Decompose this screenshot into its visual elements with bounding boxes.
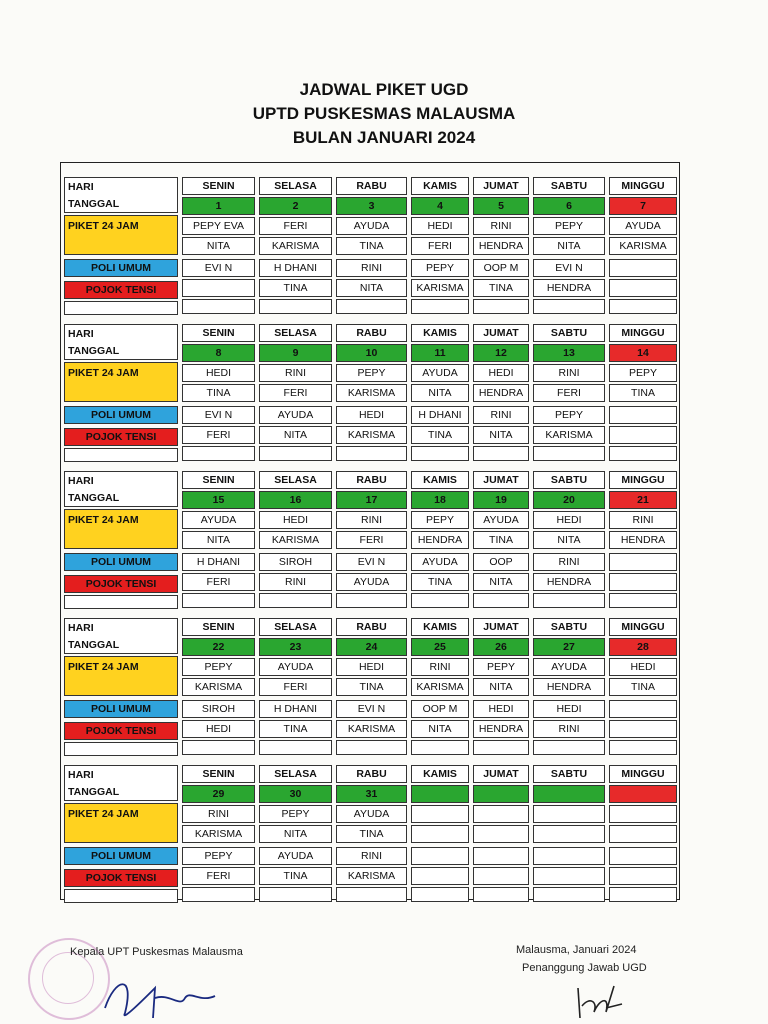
day-header: RABU [336,177,407,195]
piket1-cell: FERI [259,217,332,235]
piket2-cell: HENDRA [411,531,469,549]
blank-cell [259,593,332,608]
blank-cell [336,593,407,608]
row-label-tensi: POJOK TENSI [64,281,178,299]
piket2-cell: KARISMA [182,678,255,696]
piket2-cell: NITA [259,825,332,843]
piket2-cell: NITA [533,237,605,255]
date-cell: 15 [182,491,255,509]
date-cell: 24 [336,638,407,656]
date-cell: 11 [411,344,469,362]
tensi-cell: RINI [533,720,605,738]
piket1-cell: AYUDA [336,217,407,235]
tensi-cell [609,867,677,885]
piket1-cell: RINI [609,511,677,529]
tensi-cell: AYUDA [336,573,407,591]
row-label-tanggal: TANGGAL [64,489,178,507]
blank-cell [259,740,332,755]
date-cell: 16 [259,491,332,509]
poli-cell: SIROH [259,553,332,571]
tensi-cell [411,867,469,885]
piket1-cell: HEDI [609,658,677,676]
piket2-cell: FERI [259,384,332,402]
blank-cell [336,446,407,461]
poli-cell: HEDI [533,700,605,718]
day-header: MINGGU [609,471,677,489]
piket1-cell: RINI [473,217,529,235]
piket2-cell: NITA [182,531,255,549]
piket1-cell: HEDI [411,217,469,235]
piket1-cell [533,805,605,823]
poli-cell: OOP M [411,700,469,718]
blank-cell [182,446,255,461]
blank-cell [411,593,469,608]
row-label-tensi: POJOK TENSI [64,722,178,740]
piket2-cell: KARISMA [336,384,407,402]
day-header: SELASA [259,177,332,195]
piket1-cell: RINI [533,364,605,382]
poli-cell [473,847,529,865]
blank-cell [182,593,255,608]
piket1-cell: RINI [259,364,332,382]
piket1-cell: PEPY [473,658,529,676]
day-header: MINGGU [609,177,677,195]
piket2-cell: KARISMA [411,678,469,696]
tensi-cell [609,426,677,444]
piket1-cell: HEDI [182,364,255,382]
poli-cell: HEDI [473,700,529,718]
day-header: KAMIS [411,765,469,783]
piket2-cell: TINA [473,531,529,549]
tensi-cell: TINA [473,279,529,297]
poli-cell: OOP [473,553,529,571]
blank-cell [533,887,605,902]
row-label-hari: HARI [64,177,178,195]
row-label-hari: HARI [64,618,178,636]
row-label-poli: POLI UMUM [64,406,178,424]
day-header: JUMAT [473,471,529,489]
row-label-hari: HARI [64,324,178,342]
poli-cell: PEPY [182,847,255,865]
day-header: SABTU [533,324,605,342]
day-header: MINGGU [609,765,677,783]
blank-cell [533,740,605,755]
row-label-blank [64,889,178,903]
piket1-cell: AYUDA [259,658,332,676]
title-line-2: UPTD PUSKESMAS MALAUSMA [252,104,516,123]
week-block [61,463,679,610]
day-header: SENIN [182,324,255,342]
day-header: RABU [336,324,407,342]
piket1-cell: PEPY [182,658,255,676]
week-block [61,169,679,316]
schedule-table [60,162,680,900]
date-cell: 18 [411,491,469,509]
piket2-cell: TINA [336,237,407,255]
row-label-blank [64,301,178,315]
blank-cell [182,887,255,902]
blank-cell [259,299,332,314]
piket2-cell: FERI [259,678,332,696]
piket2-cell [473,825,529,843]
week-block [61,610,679,757]
poli-cell: HEDI [336,406,407,424]
poli-cell [609,553,677,571]
blank-cell [609,740,677,755]
blank-cell [336,740,407,755]
piket2-cell: KARISMA [609,237,677,255]
tensi-cell: NITA [336,279,407,297]
tensi-cell: TINA [259,279,332,297]
date-cell: 26 [473,638,529,656]
blank-cell [336,299,407,314]
piket1-cell: RINI [411,658,469,676]
tensi-cell [609,279,677,297]
week-block [61,316,679,463]
poli-cell: SIROH [182,700,255,718]
poli-cell: RINI [336,847,407,865]
tensi-cell: RINI [259,573,332,591]
tensi-cell [182,279,255,297]
date-cell: 30 [259,785,332,803]
piket2-cell: KARISMA [259,531,332,549]
day-header: JUMAT [473,618,529,636]
day-header: JUMAT [473,765,529,783]
poli-cell [533,847,605,865]
poli-cell: RINI [336,259,407,277]
tensi-cell: FERI [182,867,255,885]
piket1-cell: PEPY [533,217,605,235]
poli-cell [411,847,469,865]
poli-cell: H DHANI [259,700,332,718]
row-label-hari: HARI [64,765,178,783]
blank-cell [609,299,677,314]
tensi-cell: KARISMA [336,867,407,885]
blank-cell [609,887,677,902]
day-header: MINGGU [609,618,677,636]
piket1-cell: HEDI [473,364,529,382]
poli-cell: H DHANI [259,259,332,277]
day-header: SELASA [259,618,332,636]
day-header: SABTU [533,618,605,636]
tensi-cell: KARISMA [411,279,469,297]
piket1-cell: AYUDA [182,511,255,529]
piket1-cell: AYUDA [533,658,605,676]
day-header: SELASA [259,324,332,342]
tensi-cell: NITA [411,720,469,738]
tensi-cell: TINA [259,867,332,885]
date-cell [533,785,605,803]
date-cell: 21 [609,491,677,509]
blank-cell [473,446,529,461]
row-label-piket: PIKET 24 JAM [64,509,178,549]
piket1-cell: HEDI [259,511,332,529]
blank-cell [533,299,605,314]
poli-cell: EVI N [533,259,605,277]
piket1-cell: AYUDA [609,217,677,235]
blank-cell [411,446,469,461]
blank-cell [609,593,677,608]
piket1-cell [411,805,469,823]
tensi-cell [473,867,529,885]
tensi-cell: KARISMA [533,426,605,444]
piket2-cell: TINA [336,678,407,696]
tensi-cell: FERI [182,426,255,444]
piket1-cell: RINI [182,805,255,823]
piket2-cell: TINA [182,384,255,402]
poli-cell: PEPY [533,406,605,424]
piket1-cell: PEPY [336,364,407,382]
piket1-cell: AYUDA [336,805,407,823]
date-cell: 4 [411,197,469,215]
day-header: SABTU [533,471,605,489]
blank-cell [473,593,529,608]
piket2-cell: HENDRA [609,531,677,549]
date-cell: 22 [182,638,255,656]
row-label-tensi: POJOK TENSI [64,428,178,446]
row-label-piket: PIKET 24 JAM [64,656,178,696]
tensi-cell: KARISMA [336,720,407,738]
day-header: SENIN [182,471,255,489]
piket2-cell: NITA [182,237,255,255]
poli-cell [609,700,677,718]
day-header: KAMIS [411,471,469,489]
piket1-cell: PEPY [259,805,332,823]
piket2-cell [533,825,605,843]
piket2-cell: TINA [609,678,677,696]
week-block [61,757,679,904]
date-cell: 13 [533,344,605,362]
poli-cell: AYUDA [411,553,469,571]
poli-cell: H DHANI [411,406,469,424]
title-line-3: BULAN JANUARI 2024 [292,128,476,147]
day-header: KAMIS [411,324,469,342]
right-signature [570,978,630,1024]
date-cell: 29 [182,785,255,803]
piket2-cell: FERI [533,384,605,402]
poli-cell: EVI N [336,700,407,718]
date-cell: 5 [473,197,529,215]
row-label-poli: POLI UMUM [64,847,178,865]
tensi-cell: TINA [411,426,469,444]
poli-cell: EVI N [182,259,255,277]
day-header: RABU [336,618,407,636]
day-header: SABTU [533,177,605,195]
piket2-cell: NITA [533,531,605,549]
poli-cell: AYUDA [259,847,332,865]
row-label-tanggal: TANGGAL [64,636,178,654]
date-cell: 8 [182,344,255,362]
tensi-cell: HENDRA [533,279,605,297]
row-label-blank [64,448,178,462]
piket2-cell [609,825,677,843]
tensi-cell: TINA [411,573,469,591]
piket1-cell: PEPY [609,364,677,382]
day-header: SABTU [533,765,605,783]
tensi-cell: FERI [182,573,255,591]
date-cell: 23 [259,638,332,656]
piket1-cell: RINI [336,511,407,529]
left-signature [95,968,225,1024]
poli-cell [609,259,677,277]
blank-cell [182,740,255,755]
poli-cell [609,406,677,424]
piket1-cell: AYUDA [473,511,529,529]
piket2-cell: KARISMA [259,237,332,255]
date-cell: 25 [411,638,469,656]
day-header: SELASA [259,765,332,783]
date-cell [411,785,469,803]
tensi-cell [533,867,605,885]
blank-cell [533,446,605,461]
blank-cell [473,299,529,314]
row-label-tanggal: TANGGAL [64,783,178,801]
day-header: JUMAT [473,177,529,195]
piket1-cell: HEDI [336,658,407,676]
date-cell: 19 [473,491,529,509]
date-cell: 6 [533,197,605,215]
date-cell: 14 [609,344,677,362]
poli-cell: RINI [533,553,605,571]
right-signatory-title: Penanggung Jawab UGD [522,962,647,974]
day-header: KAMIS [411,618,469,636]
date-cell: 3 [336,197,407,215]
date-cell: 7 [609,197,677,215]
date-cell: 1 [182,197,255,215]
piket2-cell: NITA [411,384,469,402]
row-label-piket: PIKET 24 JAM [64,362,178,402]
date-cell: 2 [259,197,332,215]
tensi-cell: NITA [473,573,529,591]
title-line-1: JADWAL PIKET UGD [299,80,469,99]
day-header: SENIN [182,618,255,636]
date-cell: 28 [609,638,677,656]
piket2-cell: FERI [411,237,469,255]
piket1-cell: PEPY [411,511,469,529]
blank-cell [473,887,529,902]
poli-cell: RINI [473,406,529,424]
day-header: MINGGU [609,324,677,342]
poli-cell: EVI N [336,553,407,571]
blank-cell [259,446,332,461]
piket2-cell: NITA [473,678,529,696]
piket2-cell: HENDRA [473,384,529,402]
tensi-cell [609,720,677,738]
blank-cell [411,887,469,902]
day-header: SENIN [182,177,255,195]
row-label-piket: PIKET 24 JAM [64,215,178,255]
row-label-tanggal: TANGGAL [64,342,178,360]
piket1-cell: AYUDA [411,364,469,382]
date-cell [473,785,529,803]
blank-cell [473,740,529,755]
piket1-cell [473,805,529,823]
row-label-tensi: POJOK TENSI [64,869,178,887]
left-signatory-title: Kepala UPT Puskesmas Malausma [70,946,243,958]
blank-cell [411,299,469,314]
piket2-cell: KARISMA [182,825,255,843]
date-cell: 20 [533,491,605,509]
blank-cell [609,446,677,461]
day-header: RABU [336,471,407,489]
blank-cell [533,593,605,608]
date-cell: 12 [473,344,529,362]
piket1-cell: HEDI [533,511,605,529]
row-label-hari: HARI [64,471,178,489]
tensi-cell: NITA [473,426,529,444]
row-label-poli: POLI UMUM [64,553,178,571]
date-cell: 31 [336,785,407,803]
blank-cell [182,299,255,314]
tensi-cell: KARISMA [336,426,407,444]
row-label-piket: PIKET 24 JAM [64,803,178,843]
piket2-cell [411,825,469,843]
poli-cell [609,847,677,865]
piket2-cell: HENDRA [473,237,529,255]
poli-cell: AYUDA [259,406,332,424]
date-cell: 17 [336,491,407,509]
row-label-blank [64,742,178,756]
right-place-date: Malausma, Januari 2024 [516,944,637,956]
tensi-cell: TINA [259,720,332,738]
poli-cell: EVI N [182,406,255,424]
day-header: JUMAT [473,324,529,342]
poli-cell: H DHANI [182,553,255,571]
piket1-cell [609,805,677,823]
piket2-cell: FERI [336,531,407,549]
piket2-cell: HENDRA [533,678,605,696]
date-cell: 9 [259,344,332,362]
blank-cell [259,887,332,902]
date-cell [609,785,677,803]
row-label-poli: POLI UMUM [64,700,178,718]
row-label-tensi: POJOK TENSI [64,575,178,593]
row-label-poli: POLI UMUM [64,259,178,277]
day-header: SENIN [182,765,255,783]
tensi-cell: NITA [259,426,332,444]
row-label-tanggal: TANGGAL [64,195,178,213]
piket1-cell: PEPY EVA [182,217,255,235]
day-header: SELASA [259,471,332,489]
blank-cell [411,740,469,755]
date-cell: 10 [336,344,407,362]
piket2-cell: TINA [609,384,677,402]
blank-cell [336,887,407,902]
piket2-cell: TINA [336,825,407,843]
date-cell: 27 [533,638,605,656]
poli-cell: PEPY [411,259,469,277]
tensi-cell: HENDRA [533,573,605,591]
poli-cell: OOP M [473,259,529,277]
tensi-cell: HEDI [182,720,255,738]
tensi-cell [609,573,677,591]
day-header: KAMIS [411,177,469,195]
row-label-blank [64,595,178,609]
tensi-cell: HENDRA [473,720,529,738]
day-header: RABU [336,765,407,783]
